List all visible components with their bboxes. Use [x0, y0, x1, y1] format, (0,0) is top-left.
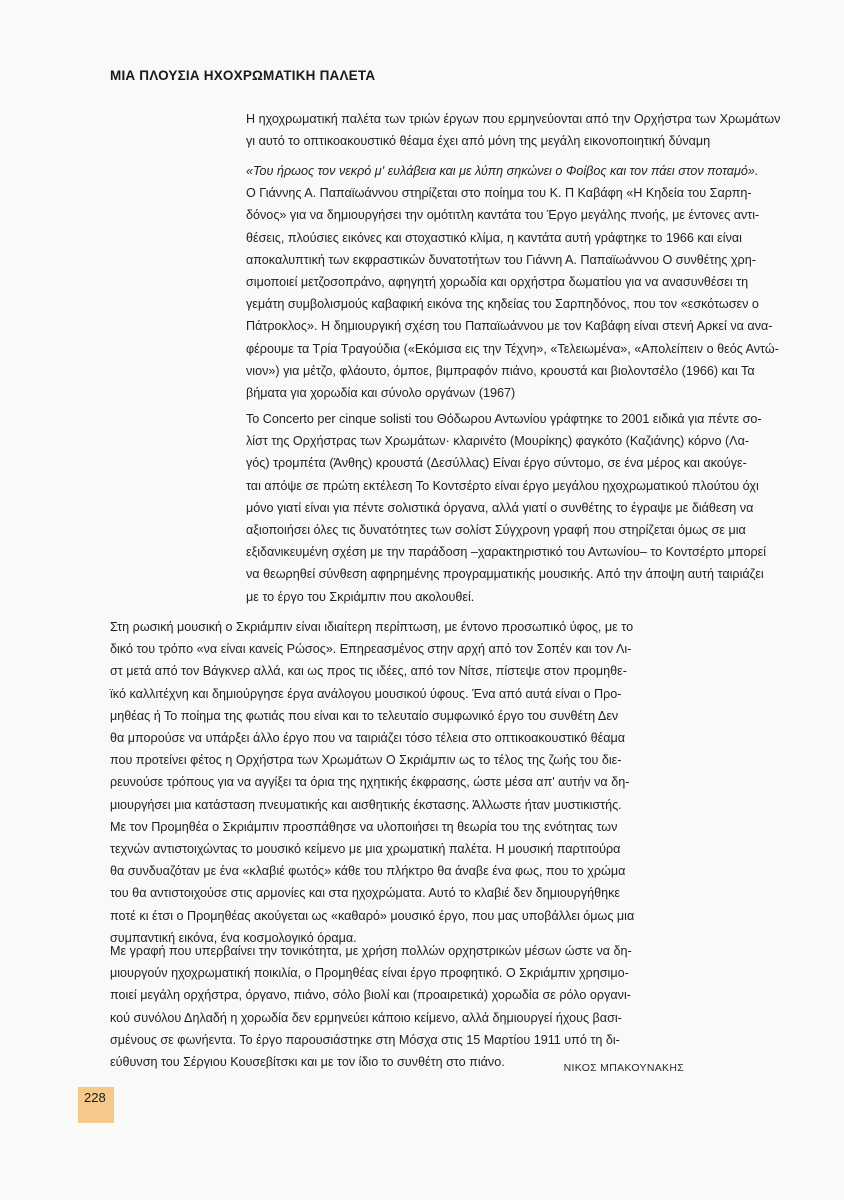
text-line: ποιεί μεγάλη ορχήστρα, όργανο, πιάνο, σόλο βιολί και (προαιρετικά) χορωδία σε ρόλο οργανι-: [110, 988, 631, 1003]
text-line: κού συνόλου Δηλαδή η χορωδία δεν ερμηνεύει κάποιο κείμενο, αλλά δημιουργεί ήχους βασι-: [110, 1010, 622, 1025]
text-line: ρευνούσε τρόπους για να αγγίξει τα όρια της ηχητικής έκφρασης, ώστε μέσα απ' αυτήν να δη-: [110, 775, 630, 790]
text-line: μιουργήσει μια κατάσταση πνευματικής και αισθητικής έκστασης. Άλλωστε ήταν μυστικιστής.: [110, 797, 622, 812]
text-line: τεχνών αντιστοιχώντας το μουσικό κείμενο με μια χρωματική παλέτα. Η μουσική παρτιτούρα: [110, 842, 621, 857]
text-line: σιμοποιεί μετζοσοπράνο, αφηγητή χορωδία και ορχήστρα δωματίου για να ανασυνθέσει τη: [246, 275, 749, 290]
text-line: θέσεις, πλούσιες εικόνες και στοχαστικό κλίμα, η καντάτα αυτή γράφτηκε το 1966 και είναι: [246, 230, 742, 245]
text-line: ποτέ κι έτσι ο Προμηθέας ακούγεται ως «καθαρό» μουσικό έργο, που μας υποβάλλει όμως μια: [110, 908, 635, 923]
text-line: του θα αντιστοιχούσε στις αρμονίες και στα ηχοχρώματα. Αυτό το κλαβιέ δεν δημιουργήθηκε: [110, 886, 621, 901]
text-line: θα μπορούσε να υπάρξει άλλο έργο που να ταιριάζει τόσο τέλεια στο οπτικοακουστικό θέαμα: [110, 731, 626, 746]
text-line: μιουργούν ηχοχρωματική ποικιλία, ο Προμηθέας είναι έργο προφητικό. Ο Σκριάμπιν χρησιμο-: [110, 966, 629, 981]
paragraph-papaioannou: [246, 160, 794, 404]
text-line: Με γραφή που υπερβαίνει την τονικότητα, με χρήση πολλών ορχηστρικών μέσων ώστε να δη-: [110, 944, 632, 958]
text-line: θα συνδυαζόταν με ένα «κλαβιέ φωτός» κάθε του πλήκτρο θα άναβε ένα φως, που το χρώμα: [110, 864, 626, 879]
text-line: «Του ήρωος τον νεκρό μ' ευλάβεια και με λύπη σηκώνει ο Φοίβος και τον πάει στον ποταμό».: [246, 164, 759, 178]
text-line: μόνο γιατί είναι για πέντε σολιστικά όργανα, αλλά γιατί ο συνθέτης το έγραψε με διάθεση να: [246, 500, 754, 515]
text-line: συμπαντική εικόνα, ένα κοσμολογικό όραμα.: [110, 930, 357, 945]
text-line: μηθέας ή Το ποίημα της φωτιάς που είναι και το τελευταίο συμφωνικό έργο του συνθέτη Δεν: [110, 708, 619, 723]
text-line: ται απόψε σε πρώτη εκτέλεση Το Κοντσέρτο είναι έργο μεγάλου ηχοχρωματικού πλούτου όχι: [246, 478, 759, 493]
text-line: που προτείνει φέτος η Ορχήστρα των Χρωμάτων Ο Σκριάμπιν ως το τέλος της ζωής του διε-: [110, 753, 622, 768]
text-line: νιον») για μέτζο, φλάουτο, όμποε, βιμπραφόν πιάνο, κρουστά και βιολοντσέλο (1966) και Τα: [246, 363, 755, 378]
text-line: να θεωρηθεί σύνθεση αφηρημένης προγραμματικής μουσικής. Από την άποψη αυτή ταιριάζει: [246, 567, 764, 582]
text-line: εξιδανικευμένη σχέση με την παράδοση –χαρακτηριστικό του Αντωνίου– το Κοντσέρτο μπορεί: [246, 545, 767, 560]
text-line: αξιοποιήσει όλες τις δυνατότητες των σολίστ Σύγχρονη γραφή που στηρίζεται όμως σε μια: [246, 523, 746, 538]
text-line: γεμάτη συμβολισμούς καβαφική εικόνα της κηδείας του Σαρπηδόνος, που τον «εσκότωσεν ο: [246, 297, 759, 312]
text-line: ϊκό καλλιτέχνη και δημιούργησε έργα ανάλογου μουσικού ύφους. Ένα από αυτά είναι ο Προ-: [110, 686, 622, 701]
section-heading: ΜΙΑ ΠΛΟΥΣΙΑ ΗΧΟΧΡΩΜΑΤΙΚΗ ΠΑΛΕΤΑ: [110, 68, 376, 83]
paragraph-scriabin: [110, 616, 794, 949]
intro-paragraph: [246, 108, 794, 152]
text-line: σμένους σε φωνήεντα. Το έργο παρουσιάστηκε στη Μόσχα στις 15 Μαρτίου 1911 υπό τη δι-: [110, 1032, 620, 1047]
text-line: δόνος» για να δημιουργήσει την ομότιτλη καντάτα του Έργο μεγάλης πνοής, με έντονες αντι-: [246, 208, 760, 223]
text-line: με το έργο του Σκριάμπιν που ακολουθεί.: [246, 589, 475, 604]
text-line: εύθυνση του Σέργιου Κουσεβίτσκι και με τον ίδιο το συνθέτη στο πιάνο.: [110, 1055, 505, 1070]
text-line: Ο Γιάννης Α. Παπαϊωάννου στηρίζεται στο ποίημα του Κ. Π Καβάφη «Η Κηδεία του Σαρπη-: [246, 186, 752, 201]
text-line: Με τον Προμηθέα ο Σκριάμπιν προσπάθησε να υλοποιήσει τη θεωρία του της ενότητας των: [110, 819, 618, 834]
text-line: δικό του τρόπο «να είναι κανείς Ρώσος». Επηρεασμένος στην αρχή από τον Σοπέν και τον Λι-: [110, 642, 632, 657]
text-line: Πάτροκλος». Η δημιουργική σχέση του Παπαϊωάννου με τον Καβάφη είναι στενή Αρκεί να ανα-: [246, 319, 773, 334]
text-line: Στη ρωσική μουσική ο Σκριάμπιν είναι ιδιαίτερη περίπτωση, με έντονο προσωπικό ύφος, με το: [110, 620, 634, 634]
paragraph-antoniou: [246, 408, 794, 608]
page-number: 228: [78, 1087, 114, 1123]
text-line: γι αυτό το οπτικοακουστικό θέαμα έχει από μόνη της μεγάλη εικονοποιητική δύναμη: [246, 134, 711, 149]
text-line: Το Concerto per cinque solisti του Θόδωρου Αντωνίου γράφτηκε το 2001 ειδικά για πέντε σο-: [246, 412, 762, 426]
text-line: στ μετά από τον Βάγκνερ αλλά, και ως προς τις ιδέες, από τον Νίτσε, πίστεψε στον προμηθε-: [110, 664, 627, 679]
paragraph-prometheus: [110, 940, 794, 1073]
text-line: γός) τρομπέτα (Άνθης) κρουστά (Δεσύλλας) Είναι έργο σύντομο, σε ένα μέρος και ακούγε-: [246, 456, 747, 471]
text-line: Η ηχοχρωματική παλέτα των τριών έργων που ερμηνεύονται από την Ορχήστρα των Χρωμάτων: [246, 112, 781, 126]
text-line: λίστ της Ορχήστρας των Χρωμάτων· κλαρινέτο (Μουρίκης) φαγκότο (Καζιάνης) κόρνο (Λα-: [246, 434, 750, 449]
text-line: βήματα για χορωδία και σύνολο οργάνων (1967): [246, 386, 516, 401]
author-signature: ΝΙΚΟΣ ΜΠΑΚΟΥΝΑΚΗΣ: [563, 1062, 684, 1074]
text-line: φέρουμε τα Τρία Τραγούδια («Εκόμισα εις την Τέχνη», «Τελειωμένα», «Απολείπειν ο θεός Αντώ-: [246, 341, 779, 356]
text-line: αποκαλυπτική των εκφραστικών δυνατοτήτων του Γιάννη Α. Παπαϊωάννου Ο συνθέτης χρη-: [246, 252, 756, 267]
